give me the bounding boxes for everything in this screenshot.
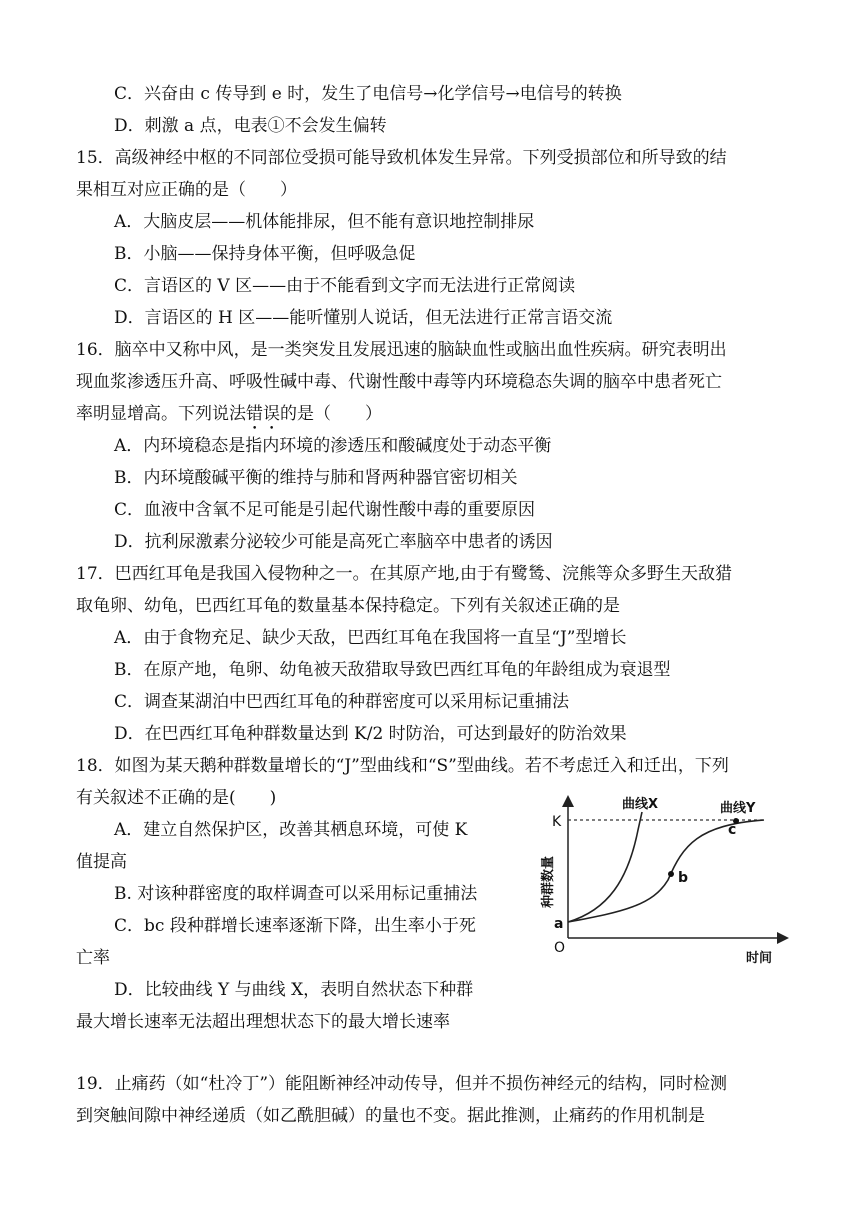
q15-option-a: A．大脑皮层——机体能排尿，但不能有意识地控制排尿 — [114, 212, 535, 232]
point-a-label: a — [554, 916, 564, 932]
q18-option-a-line2: 值提高 — [76, 852, 127, 872]
q18-option-a-line1: A．建立自然保护区，改善其栖息环境，可使 K — [114, 820, 468, 840]
q17-option-d: D．在巴西红耳龟种群数量达到 K/2 时防治，可达到最好的防治效果 — [114, 724, 627, 744]
population-growth-figure — [528, 790, 798, 970]
curve-x — [568, 812, 642, 922]
q18-option-c-line1: C．bc 段种群增长速率逐渐下降，出生率小于死 — [114, 916, 476, 936]
q14-option-c: C．兴奋由 c 传导到 e 时，发生了电信号→化学信号→电信号的转换 — [114, 84, 622, 104]
q16-option-c: C．血液中含氧不足可能是引起代谢性酸中毒的重要原因 — [114, 500, 536, 520]
q18-option-d-line2: 最大增长速率无法超出理想状态下的最大增长速率 — [76, 1012, 450, 1032]
q15-option-d: D．言语区的 H 区——能听懂别人说话，但无法进行正常言语交流 — [114, 308, 613, 328]
q15-stem-line2: 果相互对应正确的是（ ） — [76, 180, 297, 200]
q16-stem-line3-part1: 率明显增高。下列说法 — [76, 404, 246, 424]
q19-stem-line1: 19．止痛药（如“杜冷丁”）能阻断神经冲动传导，但并不损伤神经元的结构，同时检测 — [76, 1074, 728, 1094]
q17-stem-line2: 取龟卵、幼龟，巴西红耳龟的数量基本保持稳定。下列有关叙述正确的是 — [76, 596, 620, 616]
q16-option-d: D．抗利尿激素分泌较少可能是高死亡率脑卒中患者的诱因 — [114, 532, 553, 552]
q17-stem-line1: 17．巴西红耳龟是我国入侵物种之一。在其原产地,由于有鹭鸶、浣熊等众多野生天敌猎 — [76, 564, 733, 584]
q18-stem-line2: 有关叙述不正确的是( ) — [76, 788, 277, 808]
q16-stem-line3 — [76, 404, 382, 434]
q19-stem-line2: 到突触间隙中神经递质（如乙酰胆碱）的量也不变。据此推测，止痛药的作用机制是 — [76, 1106, 705, 1126]
q16-option-b: B．内环境酸碱平衡的维持与肺和肾两种器官密切相关 — [114, 468, 518, 488]
origin-label: O — [554, 940, 566, 956]
q17-option-b: B．在原产地，龟卵、幼龟被天敌猎取导致巴西红耳龟的年龄组成为衰退型 — [114, 660, 671, 680]
k-label: K — [552, 814, 562, 830]
q18-option-c-line2: 亡率 — [76, 948, 110, 968]
q16-emphasis-word: 错误 — [246, 404, 280, 424]
q17-option-a: A．由于食物充足、缺少天敌，巴西红耳龟在我国将一直呈“J”型增长 — [114, 628, 627, 648]
point-b-dot — [668, 871, 674, 877]
q15-option-c: C．言语区的 V 区——由于不能看到文字而无法进行正常阅读 — [114, 276, 576, 296]
q17-option-c: C．调查某湖泊中巴西红耳龟的种群密度可以采用标记重捕法 — [114, 692, 570, 712]
q18-option-b: B. 对该种群密度的取样调查可以采用标记重捕法 — [114, 884, 478, 904]
curve-x-label: 曲线X — [622, 797, 659, 812]
q18-option-d-line1: D．比较曲线 Y 与曲线 X，表明自然状态下种群 — [114, 980, 474, 1000]
q14-option-d: D．刺激 a 点，电表①不会发生偏转 — [114, 116, 387, 136]
point-c-label: c — [728, 822, 737, 838]
point-b-label: b — [678, 870, 689, 886]
curve-y-label: 曲线Y — [720, 801, 756, 816]
q15-option-b: B．小脑——保持身体平衡，但呼吸急促 — [114, 244, 416, 264]
q18-stem-line1: 18．如图为某天鹅种群数量增长的“J”型曲线和“S”型曲线。若不考虑迁入和迁出，下列 — [76, 756, 729, 776]
q16-stem-line2: 现血浆渗透压升高、呼吸性碱中毒、代谢性酸中毒等内环境稳态失调的脑卒中患者死亡 — [76, 372, 722, 392]
q15-stem-line1: 15．高级神经中枢的不同部位受损可能导致机体发生异常。下列受损部位和所导致的结 — [76, 148, 727, 168]
y-axis-label: 种群数量 — [541, 855, 556, 908]
q16-stem-line3-part2: 的是（ ） — [280, 404, 382, 424]
q16-stem-line1: 16．脑卒中又称中风，是一类突发且发展迅速的脑缺血性或脑出血性疾病。研究表明出 — [76, 340, 727, 360]
q16-option-a: A．内环境稳态是指内环境的渗透压和酸碱度处于动态平衡 — [114, 436, 552, 456]
x-axis-label: 时间 — [746, 951, 773, 966]
